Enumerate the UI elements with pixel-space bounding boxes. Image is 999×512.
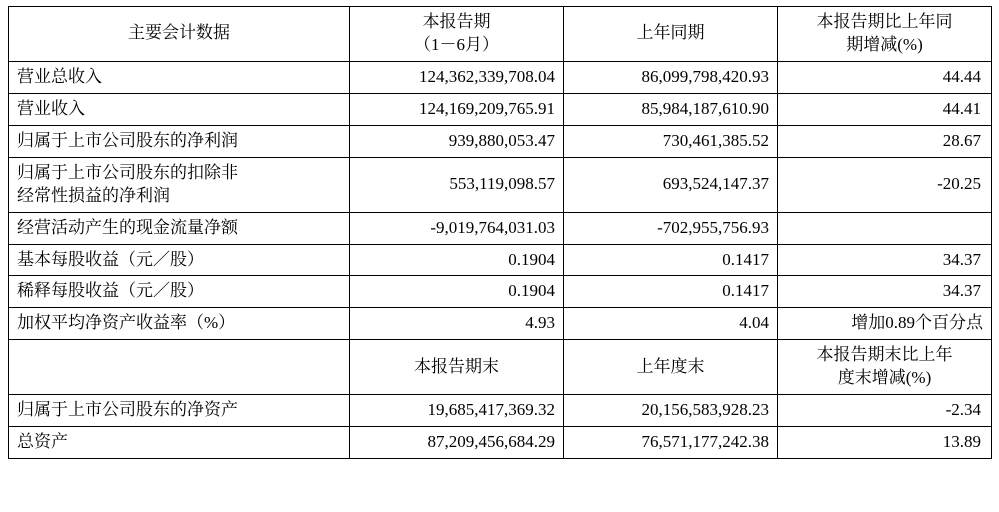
row-label: 稀释每股收益（元／股） <box>9 276 350 308</box>
row-current-value: 553,119,098.57 <box>350 157 564 212</box>
header-change-line1: 本报告期比上年同 <box>816 12 953 31</box>
row-change-value: -2.34 <box>778 395 992 427</box>
header-cell-current-period <box>350 7 564 62</box>
row-previous-value: 730,461,385.52 <box>564 125 778 157</box>
row-previous-value: 85,984,187,610.90 <box>564 93 778 125</box>
subheader-cell-last-year-end <box>564 340 778 395</box>
row-change-value: 44.44 <box>778 61 992 93</box>
table-row <box>9 125 992 157</box>
row-previous-value: 86,099,798,420.93 <box>564 61 778 93</box>
row-label: 归属于上市公司股东的净资产 <box>9 395 350 427</box>
row-label-line2: 经常性损益的净利润 <box>17 185 170 205</box>
row-current-value: 0.1904 <box>350 276 564 308</box>
subheader-cell-empty <box>9 340 350 395</box>
row-previous-value: 693,524,147.37 <box>564 157 778 212</box>
table-row <box>9 157 992 212</box>
table-row <box>9 427 992 459</box>
table-row <box>9 244 992 276</box>
row-label: 基本每股收益（元／股） <box>9 244 350 276</box>
table-header-row <box>9 7 992 62</box>
row-current-value: 124,169,209,765.91 <box>350 93 564 125</box>
header-cell-change <box>778 7 992 62</box>
row-label: 经营活动产生的现金流量净额 <box>9 212 350 244</box>
row-current-value: -9,019,764,031.03 <box>350 212 564 244</box>
header-current-line1: 本报告期 <box>422 12 491 31</box>
row-label: 总资产 <box>9 427 350 459</box>
row-current-value: 939,880,053.47 <box>350 125 564 157</box>
subheader-current-label: 本报告期末 <box>414 356 499 376</box>
row-label: 加权平均净资产收益率（%） <box>9 308 350 340</box>
subheader-cell-change <box>778 340 992 395</box>
table-row <box>9 212 992 244</box>
table-row <box>9 93 992 125</box>
subheader-cell-period-end <box>350 340 564 395</box>
table-row <box>9 276 992 308</box>
row-change-value: 13.89 <box>778 427 992 459</box>
header-metric-label: 主要会计数据 <box>128 23 230 43</box>
row-current-value: 0.1904 <box>350 244 564 276</box>
row-current-value: 87,209,456,684.29 <box>350 427 564 459</box>
row-label: 营业总收入 <box>9 61 350 93</box>
header-current-line2: （1－6月） <box>414 34 499 54</box>
header-cell-previous-period <box>564 7 778 62</box>
row-current-value: 4.93 <box>350 308 564 340</box>
table-row <box>9 395 992 427</box>
header-previous-label: 上年同期 <box>636 23 705 43</box>
row-label: 归属于上市公司股东的净利润 <box>9 125 350 157</box>
header-cell-metric <box>9 7 350 62</box>
row-change-value: 增加0.89个百分点 <box>778 308 992 340</box>
row-current-value: 124,362,339,708.04 <box>350 61 564 93</box>
row-current-value: 19,685,417,369.32 <box>350 395 564 427</box>
row-label <box>9 157 350 212</box>
row-change-value <box>778 212 992 244</box>
row-previous-value: 20,156,583,928.23 <box>564 395 778 427</box>
table-row <box>9 308 992 340</box>
row-label-line1: 归属于上市公司股东的扣除非 <box>17 162 238 182</box>
table-row <box>9 61 992 93</box>
row-previous-value: 0.1417 <box>564 244 778 276</box>
row-previous-value: -702,955,756.93 <box>564 212 778 244</box>
financial-summary-table <box>8 6 992 459</box>
subheader-previous-label: 上年度末 <box>636 356 705 376</box>
row-previous-value: 76,571,177,242.38 <box>564 427 778 459</box>
row-change-value: 34.37 <box>778 276 992 308</box>
row-change-value: 44.41 <box>778 93 992 125</box>
row-change-value: 34.37 <box>778 244 992 276</box>
row-previous-value: 4.04 <box>564 308 778 340</box>
row-change-value: -20.25 <box>778 157 992 212</box>
subheader-change-line2: 度末增减(%) <box>837 368 932 388</box>
header-change-line2: 期增减(%) <box>846 34 923 54</box>
row-change-value: 28.67 <box>778 125 992 157</box>
subheader-change-line1: 本报告期末比上年 <box>816 345 953 365</box>
row-previous-value: 0.1417 <box>564 276 778 308</box>
table-subheader-row <box>9 340 992 395</box>
row-label: 营业收入 <box>9 93 350 125</box>
